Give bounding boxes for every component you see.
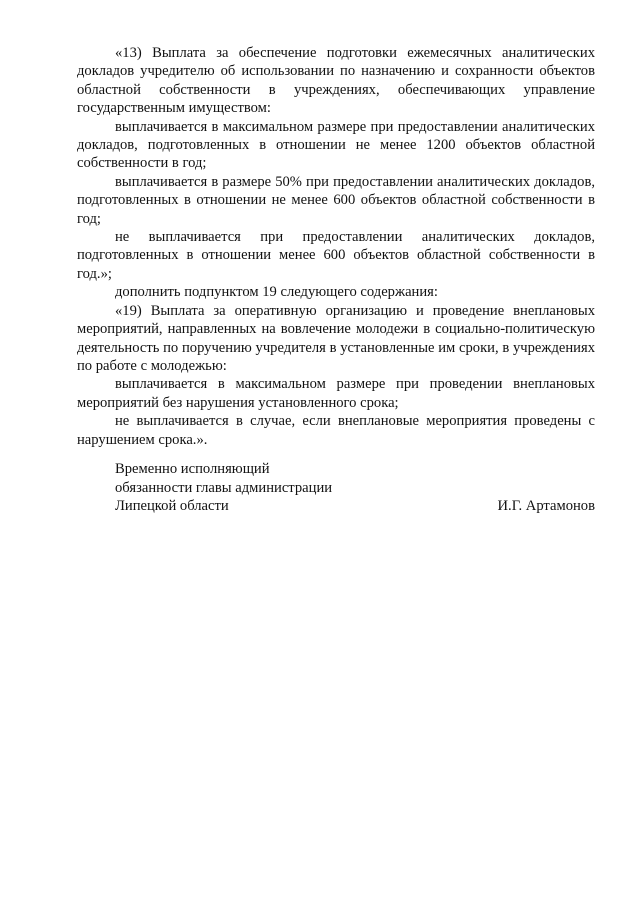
paragraph-item-19-none: не выплачивается в случае, если внеплановые мероприятия проведены с нарушением срока.».	[77, 413, 595, 448]
paragraph-item-19-max: выплачивается в максимальном размере при проведении внеплановых мероприятий без нарушения установленного срока;	[77, 376, 595, 411]
signatory-name: И.Г. Артамонов	[497, 498, 595, 515]
paragraph-item-13-heading: «13) Выплата за обеспечение подготовки ежемесячных аналитических докладов учредителю об использовании по назначению и сохранности объектов областной собственности в учреждениях, обеспечивающих управление государственным имуществом:	[77, 45, 595, 117]
signature-title-line-1: Временно исполняющий	[115, 461, 270, 477]
signature-block	[115, 460, 595, 516]
paragraph-item-13-half: выплачивается в размере 50% при предоставлении аналитических докладов, подготовленных в отношении не менее 600 объектов областной собственности в год;	[77, 173, 595, 227]
signature-title-line-3: Липецкой области	[115, 498, 229, 515]
paragraph-item-19-heading: «19) Выплата за оперативную организацию и проведение внеплановых мероприятий, направленных на вовлечение молодежи в социально-политическую деятельность по поручению учредителя в установленные им сроки, в учреждениях по работе с молодежью:	[77, 302, 595, 374]
paragraph-item-13-none: не выплачивается при предоставлении аналитических докладов, подготовленных в отношении менее 600 объектов областной собственности в год.»;	[77, 229, 595, 282]
signature-row	[115, 497, 595, 516]
paragraph-item-13-max: выплачивается в максимальном размере при предоставлении аналитических докладов, подготовленных в отношении не менее 1200 объектов областной собственности в год;	[77, 118, 595, 172]
signature-title-line-2: обязанности главы администрации	[115, 479, 333, 496]
paragraph-add-item-19: дополнить подпунктом 19 следующего содержания:	[115, 284, 438, 301]
document-body	[77, 44, 595, 449]
